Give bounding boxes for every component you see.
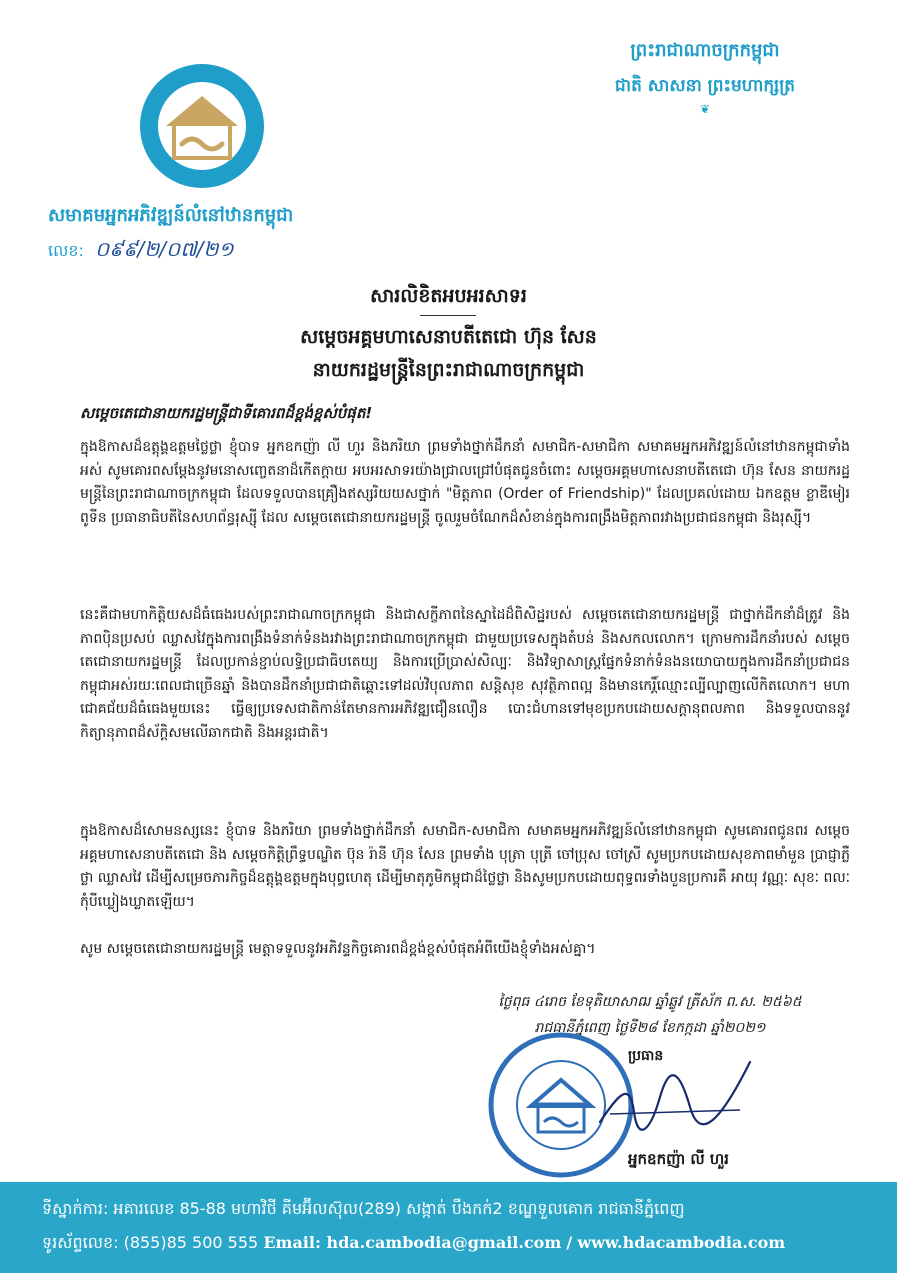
reference-line: [48, 236, 234, 266]
org-name: សមាគមអ្នកអភិវឌ្ឍន៍លំនៅឋានកម្ពុជា: [48, 205, 294, 226]
signer-name: អ្នកឧកញ៉ា លី ហួរ: [628, 1150, 729, 1168]
website-link[interactable]: www.hdacambodia.com: [577, 1233, 786, 1252]
ref-number: ០៩៩/២/០៧/២១: [94, 237, 234, 261]
date-solar: រាជធានីភ្នំពេញ ថ្ងៃទី២៨ ខែកក្កដា ឆ្នាំ២០២១: [534, 1020, 766, 1036]
paragraph-1: ក្នុងឱកាសដ៏ឧត្តុង្គឧត្តមថ្លៃថ្លា ខ្ញុំបាទ អ្នកឧកញ៉ា លី ហួរ និងភរិយា ព្រមទាំងថ្នាក់ដឹកនាំ សមាជិក-សមាជិកា សមាគមអ្នកអភិវឌ្ឍន៍លំនៅឋានកម្ពុជាទាំងអស់ សូមគោរពសម្តែងនូវមនោសញ្ចេតនាដ៏កើតក្តាយ អបអរសាទរយ៉ាងជ្រាលជ្រៅបំផុតជូនចំពោះ សម្តេចអគ្គមហាសេនាបតីតេជោ ហ៊ុន សែន នាយករដ្ឋមន្ត្រីនៃព្រះរាជាណាចក្រកម្ពុជា ដែលទទួលបានគ្រឿងឥស្សរិយយសថ្នាក់ "មិត្តភាព (Order of Friendship)" ដែលប្រគល់ដោយ ឯកឧត្តម ខ្លាឌីមៀរ ពូទីន ប្រធានាធិបតីនៃសហព័ន្ធរុស្ស៊ី ដែល សម្តេចតេជោនាយករដ្ឋមន្ត្រី ចូលរួមចំណែកដ៏សំខាន់ក្នុងការពង្រឹងមិត្តភាពរវាងប្រជាជនកម្ពុជា និងរុស្ស៊ី។: [80, 439, 850, 526]
national-motto: ជាតិ សាសនា ព្រះមហាក្សត្រ: [614, 76, 796, 96]
email-link[interactable]: Email: hda.cambodia@gmail.com: [263, 1233, 562, 1252]
ref-label: លេខ:: [48, 241, 84, 260]
footer-address: ទីស្នាក់ការ: អគារលេខ 85-88 មហាវិថី គីមអ៊ីលស៊ុល(289) សង្កាត់ បឹងកក់2 ខណ្ឌទួលគោក រាជធានីភ្នំពេញ: [42, 1199, 685, 1218]
title-divider: [420, 315, 476, 316]
recipient-title: សម្តេចអគ្គមហាសេនាបតីតេជោ ហ៊ុន សែន: [300, 326, 597, 348]
footer-bar: [0, 1182, 897, 1273]
phone-number: (855)85 500 555: [123, 1233, 259, 1252]
signer-title: ប្រធាន: [628, 1048, 664, 1064]
handwritten-signature: [590, 1052, 760, 1142]
letter-title: សារលិខិតអបអរសាទរ: [370, 285, 527, 307]
footer-separator: /: [566, 1233, 573, 1252]
association-logo: [138, 62, 266, 190]
recipient-position: នាយករដ្ឋមន្ត្រីនៃព្រះរាជាណាចក្រកម្ពុជា: [312, 359, 585, 381]
phone-label: ទូរស័ព្ទលេខ:: [42, 1233, 119, 1252]
paragraph-3: ក្នុងឱកាសដ៏សោមនស្សនេះ ខ្ញុំបាទ និងភរិយា ព្រមទាំងថ្នាក់ដឹកនាំ សមាជិក-សមាជិកា សមាគមអ្នកអភិវឌ្ឍន៍លំនៅឋានកម្ពុជា សូមគោរពជូនពរ សម្តេចអគ្គមហាសេនាបតីតេជោ និង សម្តេចកិត្តិព្រឹទ្ធបណ្ឌិត ប៊ុន រ៉ានី ហ៊ុន សែន ព្រមទាំង បុត្រា បុត្រី ចៅប្រុស ចៅស្រី សូមប្រកបដោយសុខភាពមាំមួន ប្រាជ្ញាភ្លឺថ្លា ឈ្លាសវៃ ដើម្បីសម្រេចភារកិច្ចដ៏ឧត្តុង្គឧត្តមក្នុងបុព្វហេតុ ដើម្បីមាតុភូមិកម្ពុជាដ៏ថ្លៃថ្លា និងសូមប្រកបដោយពុទ្ធពរទាំងបួនប្រការគឺ អាយុ វណ្ណៈ សុខៈ ពលៈ កុំបីឃ្លៀងឃ្លាតឡើយ។: [80, 823, 850, 910]
footer-contact: [42, 1232, 785, 1256]
ornament-icon: ❦: [699, 102, 711, 116]
date-lunar: ថ្ងៃពុធ ៤រោច ខែទុតិយាសាឍ ឆ្នាំឆ្លូវ ត្រីស័ក ព.ស. ២៥៦៥: [498, 994, 802, 1010]
kingdom-header: [560, 38, 850, 116]
kingdom-name: ព្រះរាជាណាចក្រកម្ពុជា: [630, 40, 780, 61]
paragraph-2: នេះគឺជាមហាកិត្តិយសដ៏ធំធេងរបស់ព្រះរាជាណាចក្រកម្ពុជា និងជាសក្ខីភាពនៃស្នាដៃដ៏ពិសិដ្ឋរបស់ សម្តេចតេជោនាយករដ្ឋមន្ត្រី ជាថ្នាក់ដឹកនាំដ៏ត្រូវ និងភាពប៉ិនប្រសប់ ឈ្លាសវៃក្នុងការពង្រឹងទំនាក់ទំនងរវាងព្រះរាជាណាចក្រកម្ពុជា ជាមួយប្រទេសក្នុងតំបន់ និងសកលលោក។ ក្រោមការដឹកនាំរបស់ សម្តេចតេជោនាយករដ្ឋមន្ត្រី ដែលប្រកាន់ខ្ជាប់លទ្ធិប្រជាធិបតេយ្យ និងការប្រើប្រាស់សិល្បៈ និងវិទ្យាសាស្ត្រផ្នែកទំនាក់ទំនងនយោបាយក្នុងការដឹកនាំប្រជាជនកម្ពុជាអស់រយៈពេលជាច្រើនឆ្នាំ និងបានដឹកនាំប្រជាជាតិឆ្ពោះទៅដល់វិបុលភាព សន្តិសុខ សុវត្ថិភាពល្អ និងមានកេរ្តិ៍ឈ្មោះល្បីល្បាញលើកិតលោក។ មហាជោគជ័យដ៏ធំធេងមួយនេះ ធ្វើឲ្យប្រទេសជាតិកាន់តែមានការអភិវឌ្ឍជឿនលឿន បោះជំហានទៅមុខប្រកបដោយសក្តានុពលភាព និងទទួលបាននូវកិត្យានុភាពដ៏ស័ក្តិសមលើឆាកជាតិ និងអន្តរជាតិ។: [80, 607, 850, 741]
greeting: សម្តេចតេជោនាយករដ្ឋមន្ត្រីជាទីគោរពដ៏ខ្ពង់ខ្ពស់បំផុត!: [80, 404, 373, 422]
paragraph-4: សូម សម្តេចតេជោនាយករដ្ឋមន្ត្រី មេត្តាទទួលនូវអភិវន្ទកិច្ចគោរពដ៏ខ្ពង់ខ្ពស់បំផុតអំពីយើងខ្ញុំទាំងអស់គ្នា។: [80, 941, 596, 957]
